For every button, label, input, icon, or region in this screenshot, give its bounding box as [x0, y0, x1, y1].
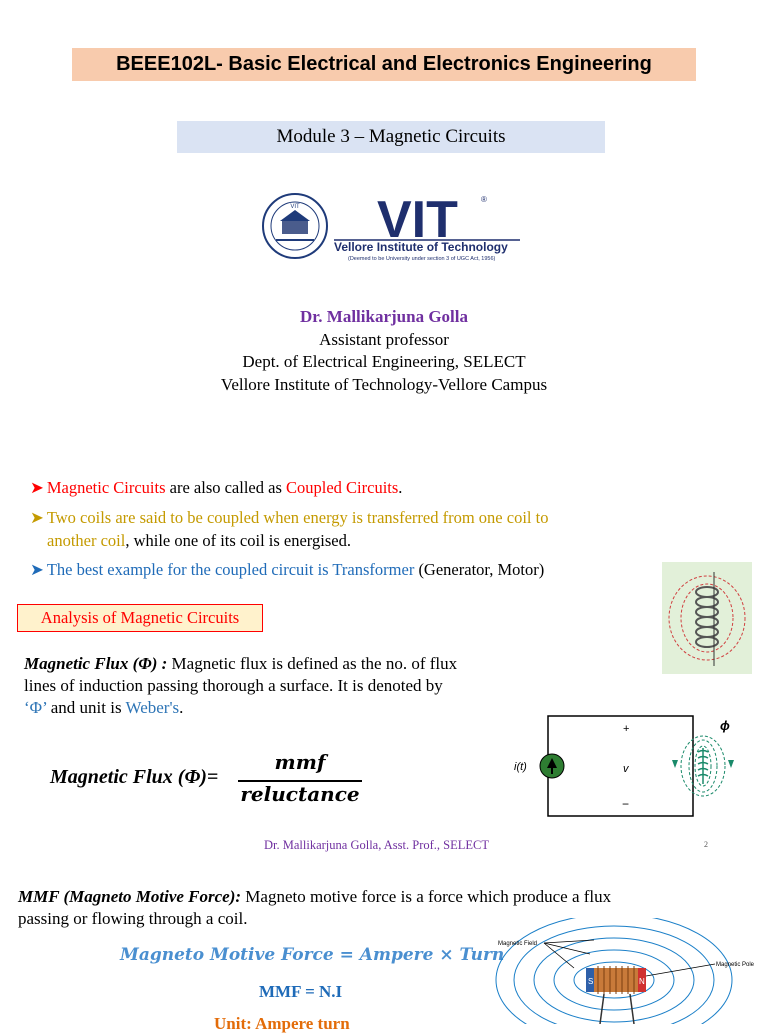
- author-name: Dr. Mallikarjuna Golla: [300, 307, 468, 326]
- svg-text:−: −: [622, 797, 630, 811]
- svg-text:+: +: [623, 723, 630, 735]
- vit-logo: [262, 190, 524, 264]
- magnetic-field-label: Magnetic Field: [498, 941, 538, 947]
- registered-mark: ®: [481, 195, 487, 204]
- page-number: 2: [704, 840, 708, 849]
- mmf-units: Unit: Ampere turn: [214, 1014, 350, 1033]
- bullet-arrow-icon: ➤: [30, 560, 44, 579]
- electromagnet-figure: [494, 918, 768, 1024]
- svg-text:VIT: VIT: [290, 204, 300, 210]
- vit-seal-icon: [263, 194, 327, 258]
- coil-flux-figure: [662, 562, 752, 674]
- bullet-coupled-circuits: ➤ Magnetic Circuits are also called as Coupled Circuits.: [30, 478, 403, 497]
- vit-institute-name: Vellore Institute of Technology: [334, 240, 508, 254]
- bullet-arrow-icon: ➤: [30, 478, 44, 497]
- mmf-definition: MMF (Magneto Motive Force): Magneto motive force is a force which produce a flux passing or flowing through a coil.: [18, 887, 612, 928]
- slide-footer: Dr. Mallikarjuna Golla, Asst. Prof., SELECT: [264, 838, 489, 852]
- svg-text:v: v: [623, 763, 629, 775]
- svg-text:S: S: [588, 977, 594, 986]
- mmf-short-formula: MMF = N.I: [259, 982, 343, 1001]
- author-dept: Dept. of Electrical Engineering, SELECT: [242, 352, 526, 371]
- author-role: Assistant professor: [319, 330, 449, 349]
- magnetic-pole-label: Magnetic Pole: [716, 962, 755, 968]
- circuit-diagram: [510, 712, 765, 820]
- bullet-arrow-icon: ➤: [30, 508, 44, 527]
- section-analysis-label: Analysis of Magnetic Circuits: [17, 604, 263, 632]
- svg-text:ϕ: ϕ: [720, 718, 730, 733]
- flux-definition: Magnetic Flux (Φ) : Magnetic flux is defined as the no. of flux lines of induction passing thorough a surface. It is denoted by ‘Φ’ and unit is Weber's.: [24, 654, 458, 717]
- svg-text:i(t): i(t): [514, 761, 527, 773]
- vit-brand: VIT: [377, 191, 458, 249]
- flux-formula: Magnetic Flux (Φ)= mmf reluctance: [50, 752, 380, 812]
- module-title: Module 3 – Magnetic Circuits: [177, 121, 605, 153]
- author-campus: Vellore Institute of Technology-Vellore Campus: [220, 375, 548, 394]
- vit-tagline: (Deemed to be University under section 3 of UGC Act, 1956): [348, 256, 496, 262]
- bullet-two-coils: ➤ Two coils are said to be coupled when energy is transferred from one coil to another coil, while one of its coil is energised.: [30, 508, 549, 550]
- course-title: BEEE102L- Basic Electrical and Electronics Engineering: [72, 48, 696, 81]
- mmf-formula: Magneto Motive Force = Ampere × Turn: [120, 945, 505, 965]
- svg-text:N: N: [639, 977, 645, 986]
- bullet-transformer-example: ➤ The best example for the coupled circuit is Transformer (Generator, Motor): [30, 560, 545, 579]
